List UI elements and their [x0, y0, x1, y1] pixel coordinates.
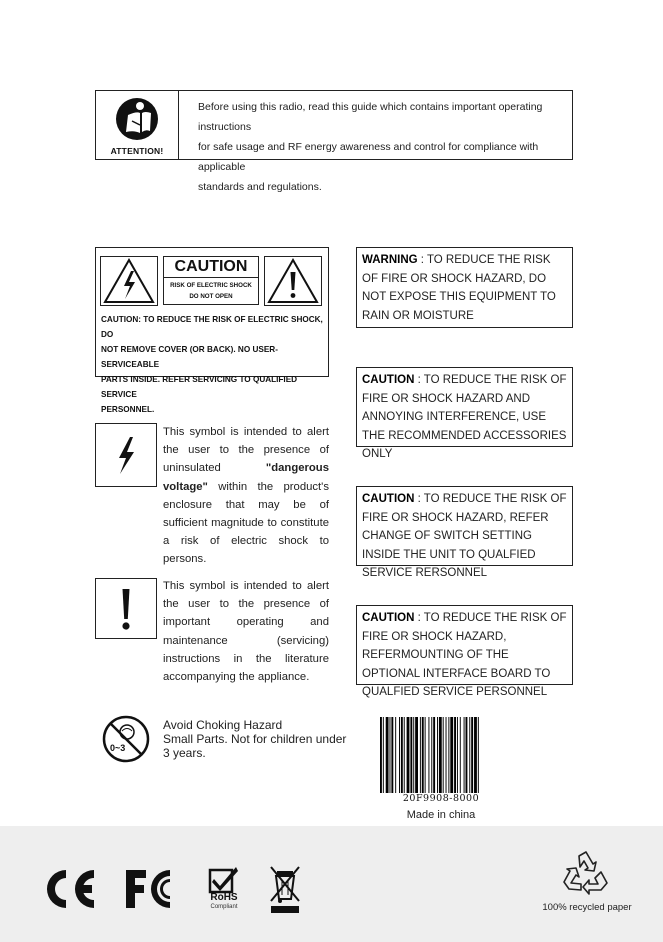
barcode-bar — [399, 717, 400, 793]
caution-title-block — [163, 256, 259, 305]
barcode-bar — [380, 717, 382, 793]
caution-keyword: CAUTION — [362, 612, 415, 624]
exclamation-icon — [96, 579, 156, 638]
ce-mark-icon — [42, 866, 100, 912]
attention-notice — [95, 90, 573, 193]
barcode-bar — [448, 717, 449, 793]
barcode-bar — [433, 717, 435, 793]
caution-body-line-2: NOT REMOVE COVER (OR BACK). NO USER-SERVICEABLE — [101, 345, 278, 369]
barcode-bar — [474, 717, 477, 793]
symbol-lightning-box — [95, 423, 157, 487]
barcode-bar — [415, 717, 418, 793]
caution-body-line-1: CAUTION: TO REDUCE THE RISK OF ELECTRIC SHOCK, DO — [101, 315, 323, 339]
attention-text-line-2: for safe usage and RF energy awareness and control for compliance with applicable — [198, 141, 539, 173]
barcode-bar — [390, 717, 391, 793]
barcode-bar — [466, 717, 468, 793]
symbol-exclamation-box — [95, 578, 157, 639]
read-manual-icon — [96, 91, 178, 147]
barcode-bar — [431, 717, 432, 793]
barcode-bar — [395, 717, 396, 793]
caution-keyword: CAUTION — [362, 374, 415, 386]
rohs-label: RoHS — [210, 892, 238, 903]
barcode-bar — [464, 717, 465, 793]
symbol-exclamation-text: This symbol is intended to alert the user to the presence of important operating and maintenance (servicing) instructions in the literature accompanying the appliance. — [163, 580, 329, 684]
attention-text — [198, 97, 568, 197]
caution-body — [101, 312, 327, 417]
caution-subtitle-2: DO NOT OPEN — [189, 293, 233, 300]
caution-title: CAUTION — [164, 257, 258, 278]
barcode-bar — [450, 717, 453, 793]
attention-label: ATTENTION! — [110, 146, 164, 156]
recycle-icon — [561, 850, 611, 896]
barcode-bar — [439, 717, 442, 793]
barcode-bar — [410, 717, 412, 793]
barcode-bar — [443, 717, 444, 793]
attention-text-line-3: standards and regulations. — [198, 181, 322, 193]
symbol-text-part: This symbol is intended to alert the user to the presence of uninsulated — [163, 426, 329, 475]
barcode-number: 20F9908-8000 — [402, 793, 480, 804]
exclamation-icon — [265, 257, 321, 305]
caution-subtitle-1: RISK OF ELECTRIC SHOCK — [170, 282, 252, 289]
barcode-bar — [391, 717, 393, 793]
warning-text: : TO REDUCE THE RISK OF FIRE OR SHOCK HAZARD, DO NOT EXPOSE THIS EQUIPMENT TO RAIN OR MOISTURE — [362, 254, 556, 322]
fc-mark-icon — [124, 866, 182, 912]
caution-box-switch — [356, 486, 573, 579]
barcode-bar — [386, 717, 389, 793]
caution-body-line-3: PARTS INSIDE. REFER SERVICING TO QUALIFIED SERVICE — [101, 375, 298, 399]
barcode-bar — [437, 717, 438, 793]
barcode-bar — [478, 717, 479, 793]
caution-text: : TO REDUCE THE RISK OF FIRE OR SHOCK HAZARD, REFERMOUNTING OF THE OPTIONAL INTERFACE BOARD TO QUALFIED SERVICE PERSONNEL — [362, 612, 567, 698]
choking-line-1: Avoid Choking Hazard — [163, 718, 283, 732]
barcode-bar — [446, 717, 447, 793]
caution-text: : TO REDUCE THE RISK OF FIRE OR SHOCK HAZARD, REFER CHANGE OF SWITCH SETTING INSIDE THE UNIT TO QUALFIED SERVICE RERSONNEL — [362, 493, 567, 579]
caution-box-interface — [356, 605, 573, 698]
recycled-paper-text: 100% recycled paper — [542, 902, 632, 913]
caution-box-accessories — [356, 367, 573, 460]
lightning-bolt-icon — [101, 257, 157, 305]
barcode-bar — [404, 717, 405, 793]
attention-icon-cell — [96, 91, 179, 159]
caution-lightning-box — [100, 256, 158, 306]
caution-text: : TO REDUCE THE RISK OF FIRE OR SHOCK HAZARD AND ANNOYING INTERFERENCE, USE THE RECOMMENDED ACCESSORIES ONLY — [362, 374, 567, 460]
barcode-bar — [469, 717, 470, 793]
barcode-bar — [457, 717, 458, 793]
barcode-bar — [383, 717, 384, 793]
no-children-under-3-icon — [101, 714, 151, 764]
barcode-bar — [454, 717, 456, 793]
warning-box — [356, 247, 573, 328]
barcode-bar — [460, 717, 461, 793]
lightning-bolt-icon — [96, 424, 156, 486]
choking-icon-label: 0~3 — [110, 743, 126, 753]
barcode-bar — [407, 717, 410, 793]
caution-label — [95, 247, 329, 414]
made-in-label: Made in china — [406, 809, 476, 821]
rohs-compliant-label: Compliant — [210, 904, 238, 910]
choking-line-3: 3 years. — [163, 746, 206, 760]
choking-hazard-text — [163, 718, 353, 760]
barcode-bar — [471, 717, 473, 793]
barcode-bar — [401, 717, 403, 793]
caution-keyword: CAUTION — [362, 493, 415, 505]
symbol-text-part: within the product's enclosure that may be of sufficient magnitude to constitute a risk of electric shock to persons. — [163, 480, 329, 566]
barcode-bar — [420, 717, 421, 793]
barcode-bar — [413, 717, 414, 793]
barcode-bar — [422, 717, 424, 793]
barcode-bar — [428, 717, 429, 793]
barcode — [378, 717, 504, 793]
warning-keyword: WARNING — [362, 254, 418, 266]
attention-text-line-1: Before using this radio, read this guide which contains important operating instructions — [198, 101, 543, 133]
caution-exclamation-box — [264, 256, 322, 306]
caution-body-line-4: PERSONNEL. — [101, 405, 155, 414]
choking-line-2: Small Parts. Not for children under — [163, 732, 347, 746]
crossed-bin-icon — [268, 863, 302, 915]
symbol-lightning-text — [163, 423, 329, 569]
barcode-bar — [425, 717, 426, 793]
dangerous-voltage-emphasis: "dangerous voltage" — [163, 462, 329, 493]
